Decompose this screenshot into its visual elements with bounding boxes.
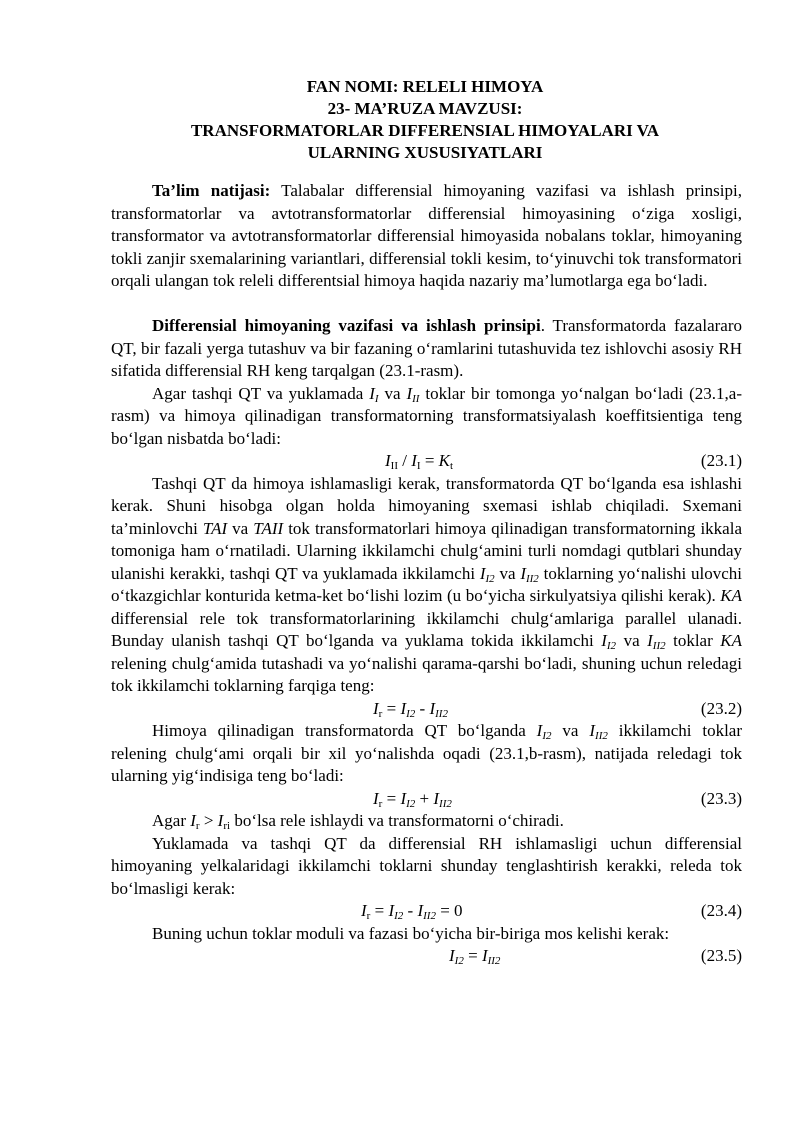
title-line-1: FAN NOMI: RELELI HIMOYA (306, 77, 544, 96)
equation-formula: $I_r = I_{I2} - I_{II2}$ (373, 698, 448, 720)
equation-formula: $I_r = I_{I2} + I_{II2}$ (373, 788, 452, 810)
learning-outcome-paragraph (111, 180, 742, 293)
section-text: . Transformatorda fazalararo QT, bir fazali yerga tutashuv va bir fazaning o‘ramlarini tutashuvida tez ishlovchi asosiy RH sifatida differensial RH keng tarqalgan (23.1-rasm). (111, 316, 742, 380)
learning-outcome-text: Talabalar differensial himoyaning vazifasi va ishlash prinsipi, transformatorlar va avtotransformatorlar differensial himoyasining o‘ziga xosligi, transformator va avtotransformatorlar differensial himoyasida nobalans toklar, himoyaning tokli zanjir sxemalarining variantlari, differensial tokli kesim, to‘yinuvchi tok transformatori orqali ulangan tok releli differentsial himoya haqida nazariy ma’lumotlarga ega bo‘ladi. (111, 181, 742, 290)
paragraph-relay-condition: Agar $I_r > I_{ri}$ bo‘lsa rele ishlaydi va transformatorni o‘chiradi. (152, 811, 564, 832)
section-paragraph (111, 315, 742, 383)
document-body (111, 180, 742, 968)
equation-number: (23.3) (700, 788, 742, 808)
equation-number: (23.2) (700, 698, 742, 718)
equation-formula: $I_r = I_{I2} - I_{II2} = 0$ (361, 901, 463, 922)
equation-formula: $I_{I2} = I_{II2}$ (449, 946, 501, 967)
equation-number: (23.4) (700, 901, 742, 920)
equation-number: (23.1) (700, 451, 742, 470)
equation-23-3 (111, 788, 742, 811)
section-heading: Differensial himoyaning vazifasi va ishlash prinsipi (152, 316, 541, 335)
paragraph-balancing: Yuklamada va tashqi QT da differensial RH ishlamasligi uchun differensial himoyaning yelkalaridagi ikkilamchi toklarni shunday tenglashtirish kerakki, reledа tok bo‘lmasligi kerak: (111, 833, 742, 898)
equation-23-5 (111, 945, 742, 968)
paragraph-currents-direction: Agar tashqi QT va yuklamada $I_I$ va $I_{II}$ toklar bir tomonga yo‘nalgan bo‘ladi (23.1,a-rasm) va himoya qilinadigan transformatorning transformatsiyalash koeffitsientiga teng bo‘lgan nisbatda bo‘ladi: (111, 383, 743, 448)
learning-outcome-label: Ta’lim natijasi: (152, 181, 271, 200)
equation-23-4 (111, 900, 742, 923)
lecture-title (110, 76, 740, 164)
title-line-4: ULARNING XUSUSIYATLARI (307, 143, 543, 162)
equation-23-1 (111, 450, 742, 473)
title-line-3: TRANSFORMATORLAR DIFFERENSIAL HIMOYALARI VA (190, 121, 660, 140)
title-line-2: 23- MA’RUZA MAVZUSI: (327, 99, 523, 118)
paragraph-magnitude-phase: Buning uchun toklar moduli va fazasi bo‘yicha bir-biriga mos kelishi kerak: (152, 923, 670, 943)
paragraph-scheme-description: Tashqi QT da himoya ishlamasligi kerak, transformatorda QT bo‘lganda esa ishlashi kerak. Shuni hisobga olgan holda himoyaning sxemasi ishlab chiqiladi. Sxemani ta’minlovchi TAI va TAII tok transformatorlari himoya qilinadigan transformatorning ikkala tomoniga ham o‘rnatiladi. Ularning ikkilamchi chulg‘amini turli nomdagi qutblari shunday ulanishi kerakki, tashqi QT va yuklamada ikkilamchi $I_{I2}$ va $I_{II2}$ toklarning yo‘nalishi ulovchi o‘tkazgichlar konturida ketma-ket bo‘lishi lozim (u bo‘yicha sirkulyatsiya qilishi kerak). KA differensial rele tok transformatorlarining ikkilamchi chulg‘amlariga parallel ulanadi. Bunday ulanish tashqi QT bo‘lganda va yuklama tokida ikkilamchi $I_{I2}$ va $I_{II2}$ toklar KA relening chulg‘amida tutashadi va yo‘nalishi qarama-qarshi bo‘ladi, shuning uchun reledagi tok ikkilamchi toklarning farqiga teng: (111, 473, 743, 695)
paragraph-internal-fault: Himoya qilinadigan transformatorda QT bo‘lganda $I_{I2}$ va $I_{II2}$ ikkilamchi toklar relening chulg‘ami orqali bir xil yo‘nalishda oqadi (23.1,b-rasm), natijada reledagi tok ularning yig‘indisiga teng bo‘ladi: (111, 721, 743, 785)
equation-23-2 (111, 698, 742, 721)
equation-formula: $I_{II} / I_I = K_t$ (385, 451, 454, 472)
equation-number: (23.5) (700, 946, 742, 965)
